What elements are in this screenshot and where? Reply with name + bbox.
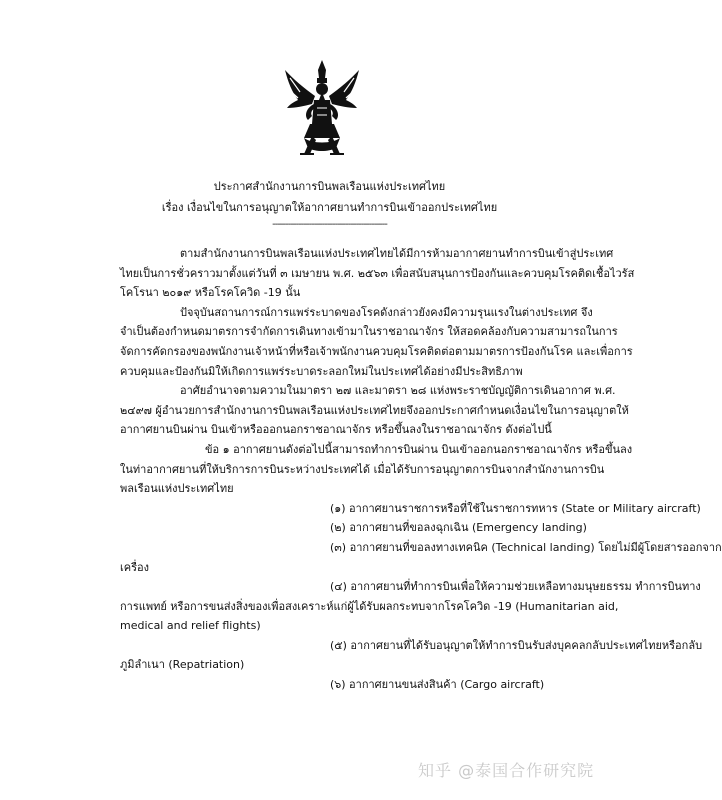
body-line: ตามสำนักงานการบินพลเรือนแห่งประเทศไทยได้มีการห้ามอากาศยานทำการบินเข้าสู่ประเทศ <box>180 247 614 260</box>
announcement-title: ประกาศสำนักงานการบินพลเรือนแห่งประเทศไทย <box>213 180 446 193</box>
list-item: (๓) อากาศยานที่ขอลงทางเทคนิค (Technical landing) โดยไม่มีผู้โดยสารออกจาก <box>330 540 722 554</box>
body-line: medical and relief flights) <box>120 619 261 633</box>
garuda-emblem-icon <box>282 58 362 158</box>
body-line: ควบคุมและป้องกันมิให้เกิดการแพร่ระบาดระลอกใหม่ในประเทศได้อย่างมีประสิทธิภาพ <box>120 364 523 378</box>
body-line: ๒๔๙๗ ผู้อำนวยการสำนักงานการบินพลเรือนแห่งประเทศไทยจึงออกประกาศกำหนดเงื่อนไขในการอนุญาตให้ <box>120 403 629 417</box>
list-item: (๖) อากาศยานขนส่งสินค้า (Cargo aircraft) <box>330 678 545 692</box>
body-line: การแพทย์ หรือการขนส่งสิ่งของเพื่อสงเคราะห์แก่ผู้ได้รับผลกระทบจากโรคโควิด -19 (Humanitarian aid, <box>120 599 619 613</box>
body-line: อากาศยานบินผ่าน บินเข้าหรือออกนอกราชอาณาจักร หรือขึ้นลงในราชอาณาจักร ดังต่อไปนี้ <box>120 423 552 437</box>
announcement-header <box>0 176 659 232</box>
list-item: (๑) อากาศยานราชการหรือที่ใช้ในราชการทหาร (State or Military aircraft) <box>330 501 701 515</box>
list-item: (๔) อากาศยานที่ทำการบินเพื่อให้ความช่วยเหลือทางมนุษยธรรม ทำการบินทาง <box>330 580 701 594</box>
body-line: ปัจจุบันสถานการณ์การแพร่ระบาดของโรคดังกล่าวยังคงมีความรุนแรงในต่างประเทศ จึง <box>180 305 593 319</box>
clause-heading: ข้อ ๑ อากาศยานดังต่อไปนี้สามารถทำการบินผ่าน บินเข้าออกนอกราชอาณาจักร หรือขึ้นลง <box>205 442 633 456</box>
list-item: (๒) อากาศยานที่ขอลงฉุกเฉิน (Emergency landing) <box>330 521 587 535</box>
body-line: โคโรนา ๒๐๑๙ หรือโรคโควิด -19 นั้น <box>120 286 301 300</box>
list-item: (๕) อากาศยานที่ได้รับอนุญาตให้ทำการบินรับส่งบุคคลกลับประเทศไทยหรือกลับ <box>330 638 703 652</box>
body-line: จัดการคัดกรองของพนักงานเจ้าหน้าที่หรือเจ้าพนักงานควบคุมโรคติดต่อตามมาตรการป้องกันโรค และเพื่อการ <box>120 344 633 358</box>
body-line: ไทยเป็นการชั่วคราวมาตั้งแต่วันที่ ๓ เมษายน พ.ศ. ๒๕๖๓ เพื่อสนับสนุนการป้องกันและควบคุมโรคติดเชื้อไวรัส <box>120 266 635 280</box>
body-line: จำเป็นต้องกำหนดมาตรการจำกัดการเดินทางเข้ามาในราชอาณาจักร ให้สอดคล้องกับความสามารถในการ <box>120 325 618 339</box>
announcement-body <box>120 244 722 695</box>
body-line: เครื่อง <box>120 560 150 574</box>
watermark: 知乎 @泰国合作研究院 <box>418 761 595 780</box>
body-line: ภูมิลำเนา (Repatriation) <box>120 658 245 672</box>
body-line: ในท่าอากาศยานที่ให้บริการการบินระหว่างประเทศได้ เมื่อได้รับการอนุญาตการบินจากสำนักงานการบิน <box>120 462 605 476</box>
title-divider: -------------------------------------------- <box>272 219 387 230</box>
body-line: อาศัยอำนาจตามความในมาตรา ๒๗ และมาตรา ๒๘ แห่งพระราชบัญญัติการเดินอากาศ พ.ศ. <box>180 384 616 398</box>
announcement-subject: เรื่อง เงื่อนไขในการอนุญาตให้อากาศยานทำการบินเข้าออกประเทศไทย <box>161 201 498 214</box>
body-line: พลเรือนแห่งประเทศไทย <box>120 482 234 496</box>
